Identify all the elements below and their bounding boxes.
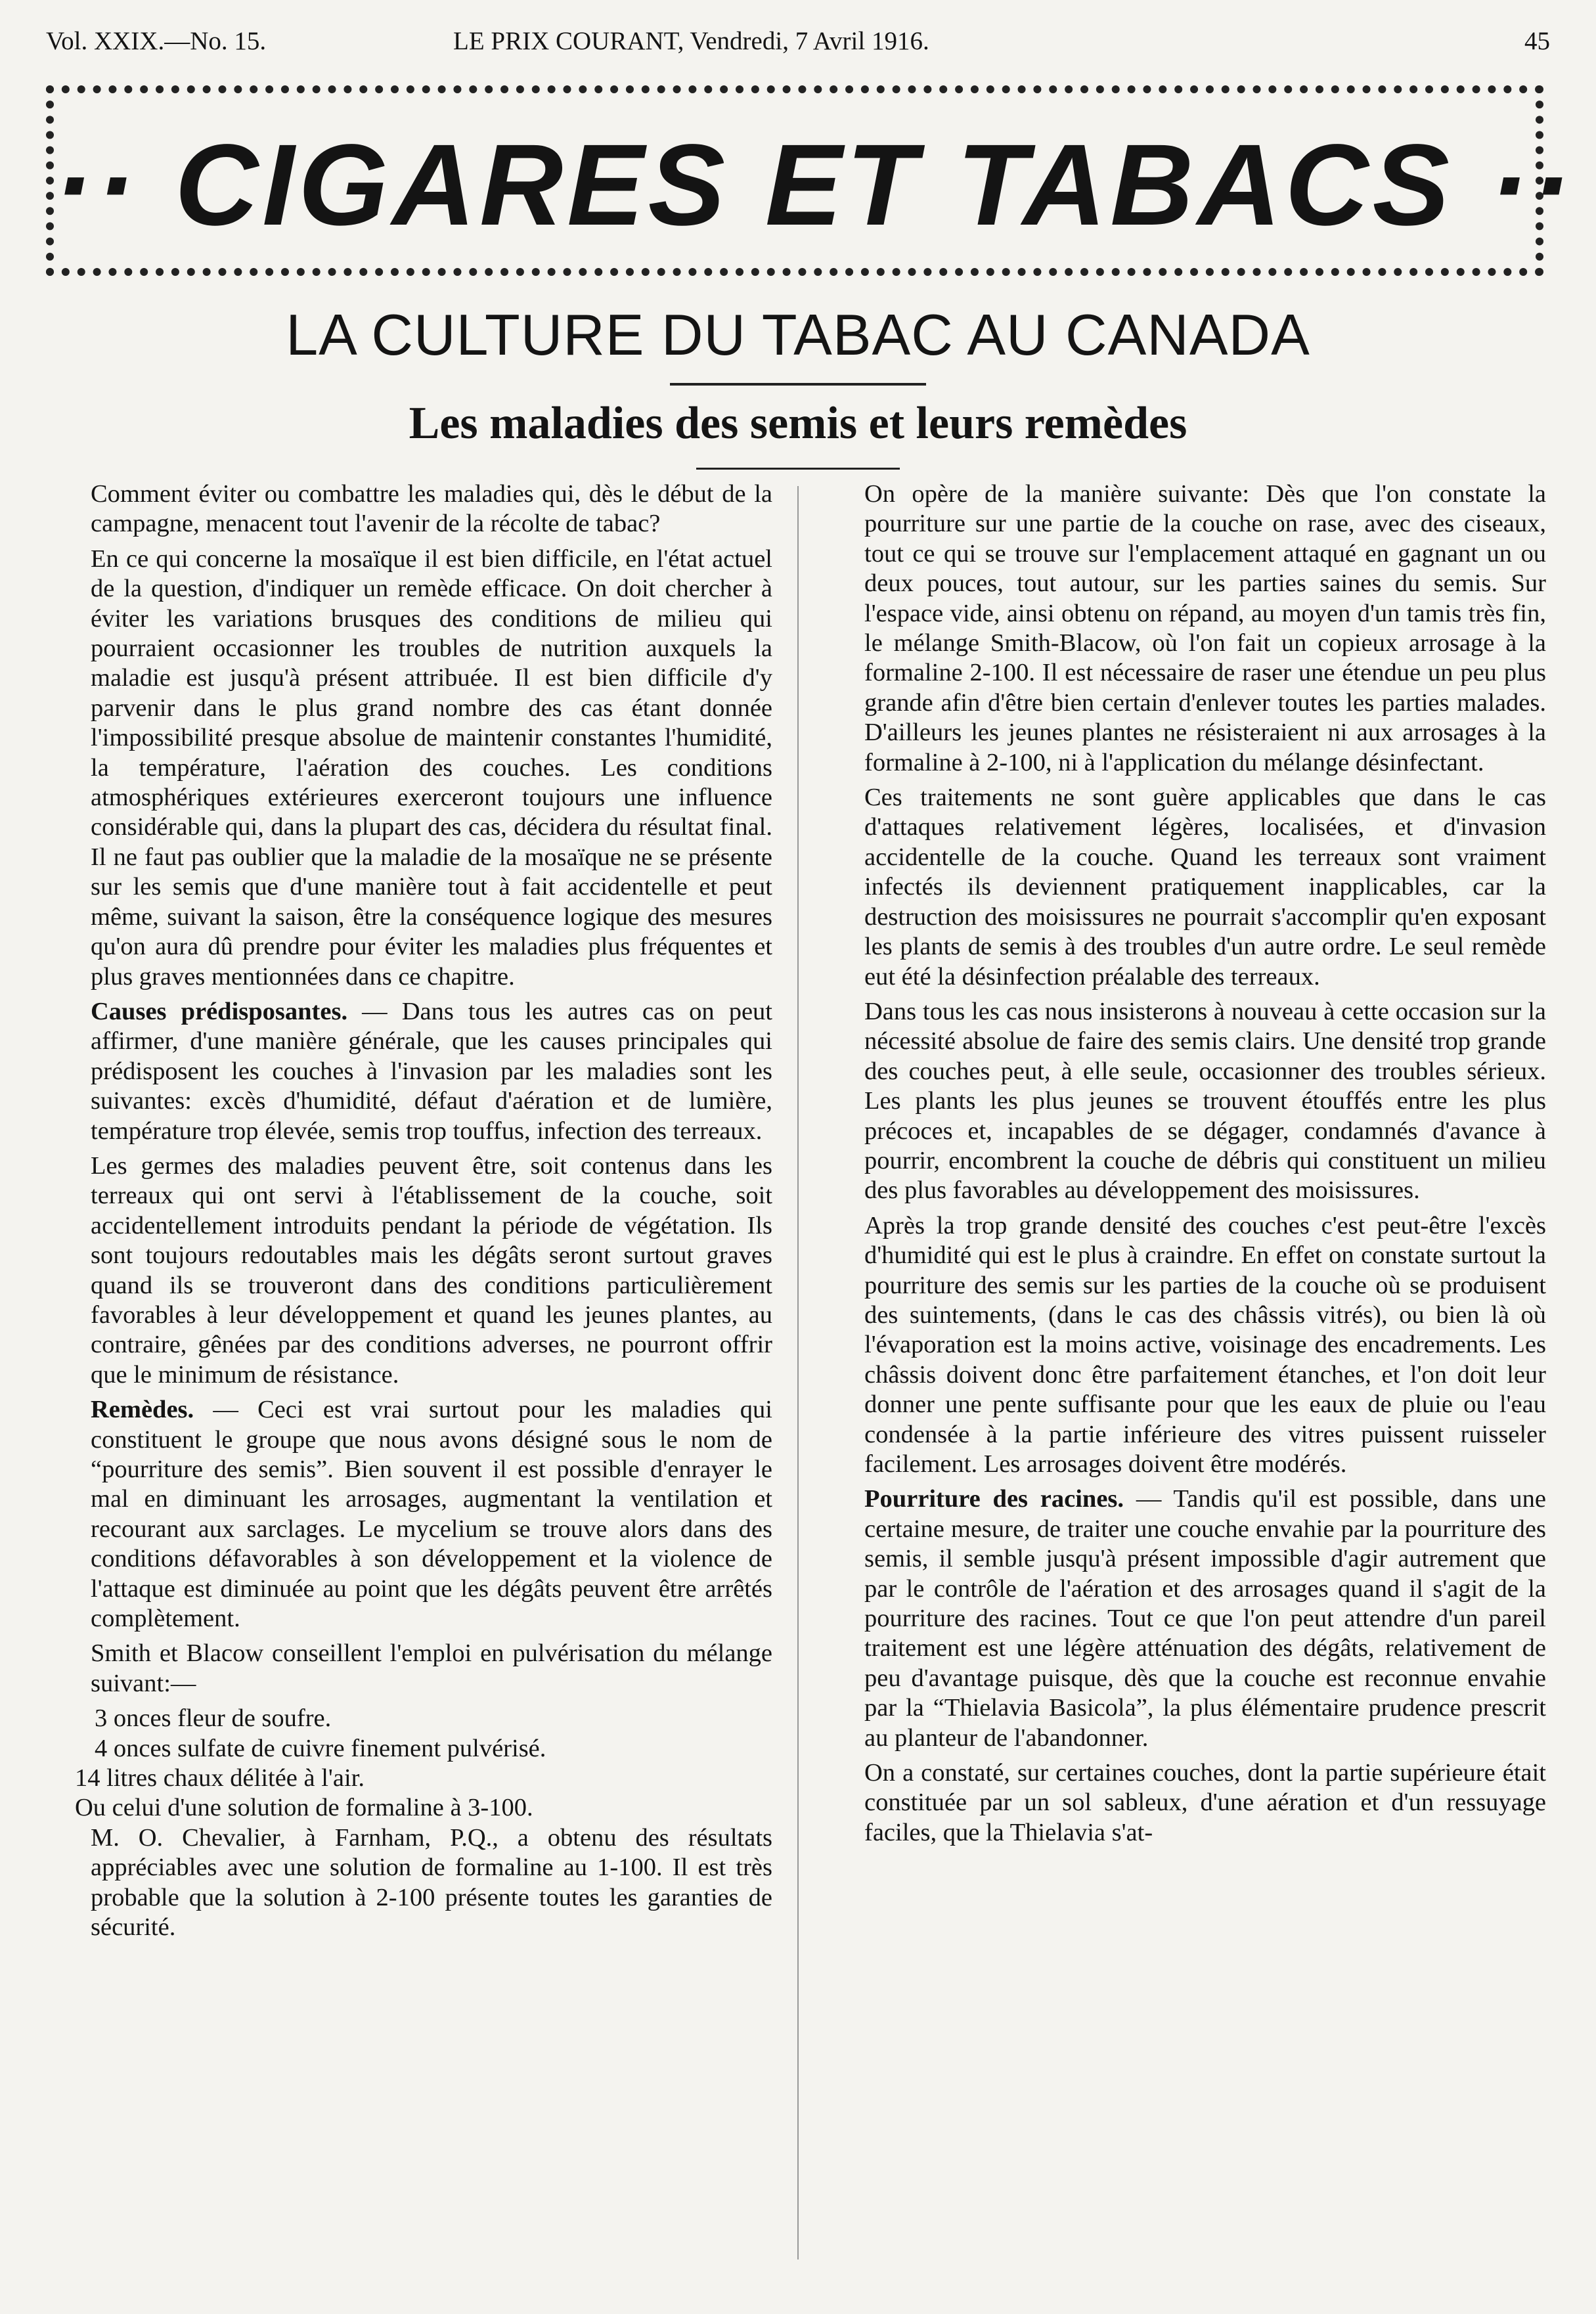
- volume-number: Vol. XXIX.—No. 15.: [46, 27, 267, 55]
- paragraph: Après la trop grande densité des couches c'est peut-être l'excès d'humidité qui est le plus à craindre. En effet on constate surtout la pourriture des semis sur les parties de la couche où se produisent des suintements, (dans le cas des châssis vitrés), ou bien là où l'évaporation est la moins active, voisinage des encadrements. Les châssis doivent donc être parfaitement étanches, et l'on doit leur donner une pente suffisante pour que les eaux de pluie ou l'eau condensée à la partie inférieure des vitres puissent ruisseler facilement. Les arrosages doivent être modérés.: [864, 1211, 1546, 1478]
- title-rule: [670, 383, 926, 386]
- section-banner-title: ·· CIGARES ET TABACS ··: [54, 121, 1575, 250]
- recipe-item: 14 litres chaux délitée à l'air.: [75, 1764, 365, 1792]
- paragraph: Ces traitements ne sont guère applicables que dans le cas d'attaques relativement légères, localisées, et d'invasion accidentelle de la couche. Quand les terreaux sont vraiment infectés ils deviennent pratiquement inapplicables, car la destruction des moisissures ne pourrait s'accomplir qu'en exposant les plants de semis à des troubles d'un autre ordre. Le seul remède eut été la désinfection préalable des terreaux.: [864, 784, 1546, 990]
- section-banner: [46, 85, 1575, 276]
- section-heading: Remèdes.: [91, 1396, 194, 1424]
- paragraph: M. O. Chevalier, à Farnham, P.Q., a obtenu des résultats appréciables avec une solution de formaline au 1-100. Il est très probable que la solution à 2-100 présente toutes les garanties de sécurité.: [91, 1823, 772, 1942]
- section-heading: Pourriture des racines.: [864, 1485, 1124, 1513]
- paragraph: Smith et Blacow conseillent l'emploi en pulvérisation du mélange suivant:—: [91, 1639, 772, 1697]
- left-column: [49, 479, 772, 1948]
- paragraph-text: — Dans tous les autres cas on peut affirmer, d'une manière générale, que les causes principales qui prédisposent les couches à l'invasion par les maladies sont les suivantes: excès d'humidité, défaut d'aération et de lumière, température trop élevée, semis trop touffus, infection des terreaux.: [91, 997, 772, 1145]
- paragraph: Dans tous les cas nous insisterons à nouveau à cette occasion sur la nécessité absolue de faire des semis clairs. Une densité trop grande des couches peut, à elle seule, occasionner des troubles sérieux. Les plants les plus jeunes se trouvent étouffés entre les plus précoces et, incapables de se dégager, condamnés d'avance à pourrir, encombrent la couche de débris qui constituent un milieu des plus favorables au développement des moisissures.: [864, 997, 1546, 1205]
- article-title: LA CULTURE DU TABAC AU CANADA: [286, 302, 1310, 367]
- paragraph: [49, 997, 772, 1146]
- paragraph: On opère de la manière suivante: Dès que l'on constate la pourriture sur une partie de la couche on rase, avec des ciseaux, tout ce qui se trouve sur l'emplacement attaqué en gagnant un ou deux pouces, tout autour, sur les parties saines du semis. Sur l'espace vide, ainsi obtenu on répand, au moyen d'un tamis très fin, le mélange Smith-Blacow, où l'on fait un copieux arrosage à la formaline 2-100. Il est nécessaire de raser une étendue un peu plus grande afin d'être bien certain d'enlever toutes les parties malades. D'ailleurs les jeunes plantes ne résisteraient ni aux arrosages à la formaline à 2-100, ni à l'application du mélange désinfectant.: [864, 480, 1546, 776]
- paragraph-text: — Tandis qu'il est possible, dans une certaine mesure, de traiter une couche envahie par la pourriture des semis, il semble jusqu'à présent impossible d'agir autrement que par le contrôle de l'aération et des arrosages quand il s'agit de la pourriture des racines. Tout ce que l'on peut attendre d'un pareil traitement est une légère atténuation des dégâts, relativement de peu d'avantage puisque, dès que la couche est reconnue envahie par la “Thielavia Basicola”, la plus élémentaire prudence prescrit au planteur de l'abandonner.: [864, 1485, 1546, 1752]
- column-divider: [797, 486, 799, 2259]
- paragraph: On a constaté, sur certaines couches, dont la partie supérieure était constituée par un sol sableux, d'une aération et d'un ressuyage faciles, que la Thielavia s'at-: [864, 1759, 1546, 1846]
- right-column: [822, 479, 1546, 1853]
- running-header: [46, 26, 1550, 63]
- page-number: 45: [1524, 27, 1550, 55]
- paragraph: [49, 1395, 772, 1634]
- subtitle-rule: [696, 468, 900, 470]
- paragraph: Comment éviter ou combattre les maladies qui, dès le début de la campagne, menacent tout l'avenir de la récolte de tabac?: [91, 480, 772, 538]
- paragraph: En ce qui concerne la mosaïque il est bien difficile, en l'état actuel de la question, d'indiquer un remède efficace. On doit chercher à éviter les variations brusques des conditions de milieu qui pourraient occasionner les troubles de nutrition auxquels la maladie est jusqu'à présent attribuée. Il est bien difficile d'y parvenir dans le plus grand nombre des cas étant donnée l'impossibilité presque absolue de maintenir constantes l'humidité, la température, l'aération des couches. Les conditions atmosphériques extérieures exerceront toujours une influence considérable qui, dans la plupart des cas, décidera du résultat final. Il ne faut pas oublier que la maladie de la mosaïque ne se présente sur les semis que d'une manière tout à fait accidentelle et peut même, suivant la saison, être la conséquence logique des mesures qu'on aura dû prendre pour éviter les maladies plus fréquentes et plus graves mentionnées dans ce chapitre.: [91, 545, 772, 990]
- recipe-item: Ou celui d'une solution de formaline à 3-100.: [75, 1794, 533, 1822]
- publication-date-line: LE PRIX COURANT, Vendredi, 7 Avril 1916.: [453, 27, 929, 55]
- section-heading: Causes prédisposantes.: [91, 997, 348, 1025]
- recipe-item: 4 onces sulfate de cuivre finement pulvérisé.: [95, 1734, 546, 1762]
- paragraph-text: — Ceci est vrai surtout pour les maladies qui constituent le groupe que nous avons désigné sous le nom de “pourriture des semis”. Bien souvent il est possible d'enrayer le mal en diminuant les arrosages, augmentant la ventilation et recourant aux sarclages. Le mycelium se trouve alors dans des conditions défavorables à son développement et la violence de l'attaque est diminuée au point que les dégâts peuvent être arrêtés complètement.: [91, 1396, 772, 1633]
- paragraph: Les germes des maladies peuvent être, soit contenus dans les terreaux qui ont servi à l'établissement de la couche, soit accidentellement introduits pendant la période de végétation. Ils sont toujours redoutables mais les dégâts seront surtout graves quand ils se trouveront dans des conditions particulièrement favorables à leur développement et quand les jeunes plantes, au contraire, gênées par des conditions adverses, ne pourront offrir que le minimum de résistance.: [91, 1151, 772, 1389]
- article-subtitle: Les maladies des semis et leurs remèdes: [409, 398, 1187, 449]
- recipe-item: 3 onces fleur de soufre.: [95, 1704, 332, 1733]
- paragraph: [822, 1484, 1546, 1753]
